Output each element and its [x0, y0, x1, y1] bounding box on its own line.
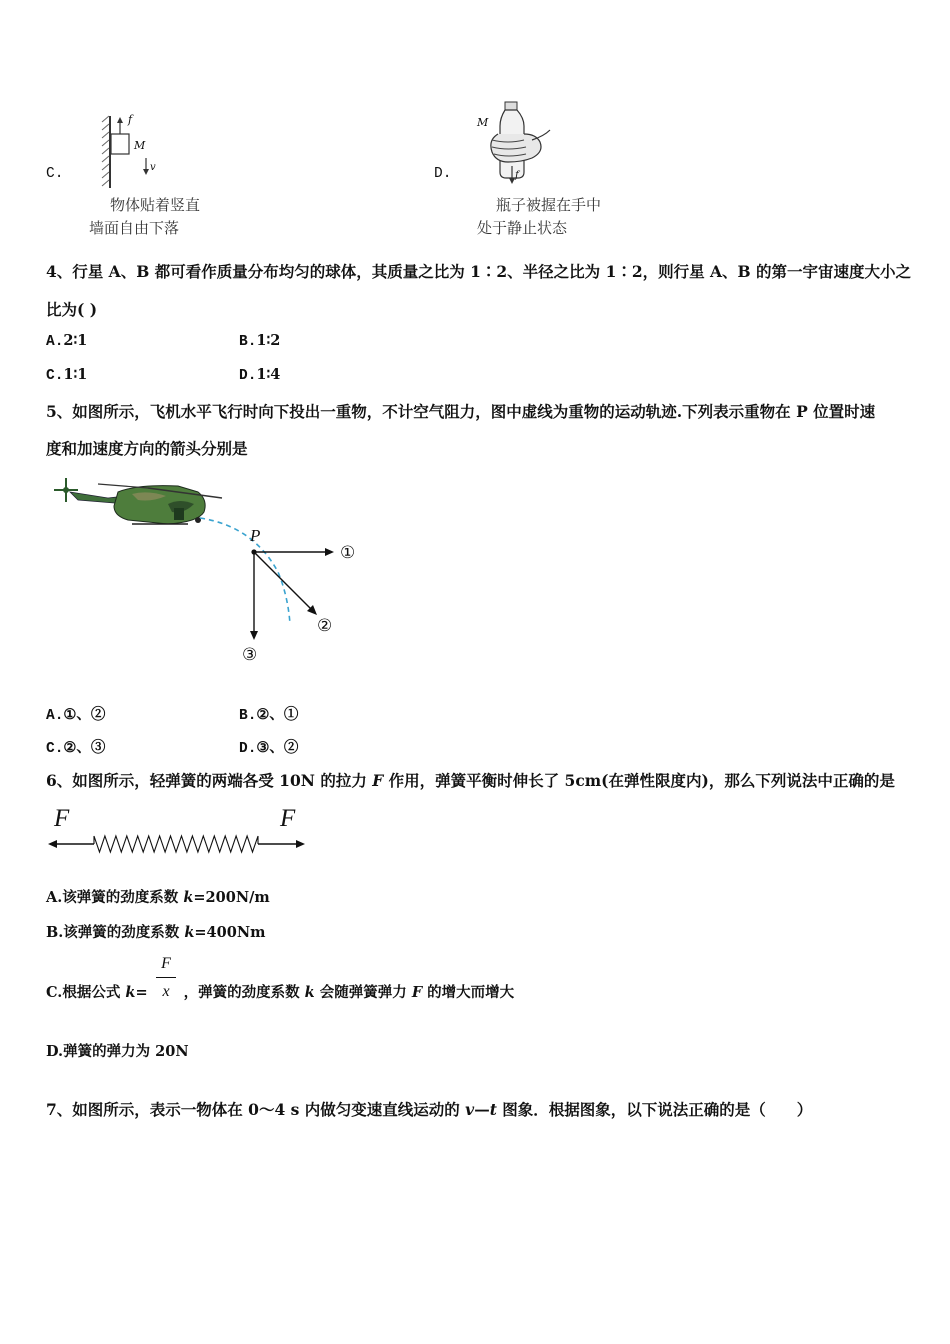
fraction-bar	[156, 977, 176, 978]
force-down-label: v	[150, 162, 156, 173]
question-4-line-2: 比为( )	[46, 300, 98, 319]
helicopter-image	[54, 478, 222, 524]
option-d-caption-1: 瓶子被握在手中	[496, 196, 602, 214]
fraction-numerator: F	[161, 955, 171, 972]
fraction-denominator: x	[162, 983, 170, 1000]
question-4-line-1: 4、行星 A、B 都可看作质量分布均匀的球体，其质量之比为 1∶2、半径之比为 1∶2，则行星 A、B 的第一宇宙速度大小之	[46, 262, 912, 281]
question-5-line-2: 度和加速度方向的箭头分别是	[46, 439, 248, 458]
q6-option-a[interactable]: A.该弹簧的劲度系数 k=200N/m	[46, 889, 270, 906]
option-c-label: C.	[46, 166, 64, 182]
q5-option-c[interactable]: C.②、③	[46, 739, 106, 757]
arrow-1-label: ①	[340, 543, 356, 563]
mass-label: M	[134, 139, 146, 152]
force-up-label: f	[128, 113, 133, 126]
question-7-line-1: 7、如图所示，表示一物体在 0～4 s 内做匀变速直线运动的 v—t 图象．根据图象，以下说法正确的是（ ）	[46, 1100, 813, 1119]
bottle-force-label: f	[515, 170, 519, 181]
q4-option-d[interactable]: D.1∶4	[239, 366, 281, 384]
q5-option-d[interactable]: D.③、②	[239, 739, 299, 757]
left-force-label: F	[54, 805, 70, 832]
helicopter-trajectory-figure	[48, 468, 378, 673]
q6-option-d[interactable]: D.弹簧的弹力为 20N	[46, 1043, 189, 1060]
bottle-mass-label: M	[477, 116, 489, 129]
spring-figure	[46, 832, 308, 858]
q4-option-b[interactable]: B.1∶2	[239, 332, 281, 350]
option-d-label: D.	[434, 166, 452, 182]
arrow-2-label: ②	[317, 616, 333, 636]
point-p-label: P	[250, 526, 261, 545]
option-c-caption-1: 物体贴着竖直	[110, 196, 201, 214]
q5-option-b[interactable]: B.②、①	[239, 706, 299, 724]
wall-block-figure	[96, 112, 176, 192]
q6-option-c[interactable]: C.根据公式 k= ，弹簧的劲度系数 k 会随弹簧弹力 F 的增大而增大	[46, 984, 515, 1001]
right-force-label: F	[280, 805, 296, 832]
question-6-line-1: 6、如图所示，轻弹簧的两端各受 10N 的拉力 F 作用，弹簧平衡时伸长了 5cm(在弹性限度内)，那么下列说法中正确的是	[46, 771, 895, 790]
q4-option-c[interactable]: C.1∶1	[46, 366, 88, 384]
arrow-3-label: ③	[242, 645, 258, 665]
q4-option-a[interactable]: A.2∶1	[46, 332, 88, 350]
q5-option-a[interactable]: A.①、②	[46, 706, 106, 724]
option-d-caption-2: 处于静止状态	[477, 219, 568, 237]
q6-option-b[interactable]: B.该弹簧的劲度系数 k=400Nm	[46, 924, 266, 941]
question-5-line-1: 5、如图所示，飞机水平飞行时向下投出一重物，不计空气阻力，图中虚线为重物的运动轨迹.下列表示重物在 P 位置时速	[46, 402, 876, 421]
option-c-caption-2: 墙面自由下落	[89, 219, 180, 237]
